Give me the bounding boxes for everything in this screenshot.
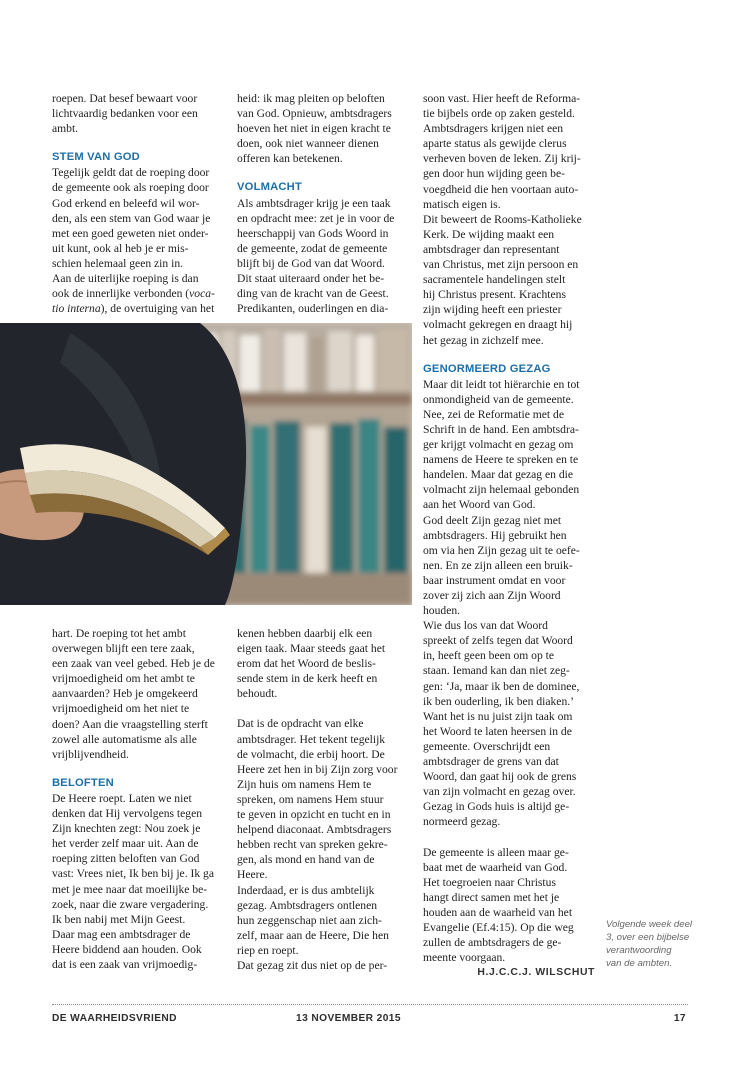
paragraph: Als ambtsdrager krijg je een taak en opdracht mee: zet je in voor de heerschappij van Gods Woord in de gemeente, zodat de gemeente blijft bij de God van dat Woord. Dit staat uiteraard onder het be- ding van de kracht van de Geest. Predikanten, ouderlingen en dia- (237, 196, 395, 316)
section-heading-volmacht: VOLMACHT (237, 181, 302, 194)
side-note: Volgende week deel 3, over een bijbelse verantwoording van de ambten. (606, 919, 693, 969)
paragraph: Dat gezag zit dus niet op de per- (237, 958, 388, 972)
page-number: 17 (673, 1013, 686, 1024)
paragraph: Dat is de opdracht van elke ambtsdrager. Het tekent tegelijk de volmacht, die erbij hoort. De Heere zet hen in bij Zijn zorg voor Zijn huis om namens Hem te spreken, om namens Hem stuur te geven in opzicht en tucht en in helpend diaconaat. Ambtsdragers hebben recht van spreken gekre- gen, als mond en hand van de Heere. (237, 717, 398, 882)
footer-divider (52, 1004, 688, 1005)
section-heading-stem-van-god: STEM VAN GOD (52, 151, 140, 164)
paragraph (52, 271, 232, 316)
paragraph: Tegelijk geldt dat de roeping door de gemeente ook als roeping door God erkend en beleefd wil wor- den, als een stem van God waar je met een goed geweten niet onder- uit kunt, ook al heb je er mis- schien helemaal geen zin in. (52, 166, 211, 270)
bible-photo (0, 323, 412, 605)
column-1-bottom (52, 626, 232, 972)
paragraph: De Heere roept. Laten we niet denken dat Hij vervolgens tegen Zijn knechten zegt: Nou zoek je het verder zelf maar uit. Aan de roeping zitten beloften van God vast: Vrees niet, Ik ben bij je. Ik ga met je mee naar dat moeilijke be- zoek, naar die zware vergadering. Ik ben nabij met Mijn Geest. (52, 791, 215, 926)
paragraph: Maar dit leidt tot hiërarchie en tot onmondigheid van de gemeente. Nee, zei de Reformatie met de Schrift in de hand. Een ambtsdra- ger krijgt volmacht en gezag om namens de Heere te spreken en te handelen. Maar dat gezag en die volmacht zijn helemaal gebonden aan het Woord van God. (423, 377, 580, 512)
section-heading-genormeerd-gezag: GENORMEERD GEZAG (423, 362, 551, 375)
text-span: ), de overtuiging van het (100, 302, 215, 316)
paragraph: soon vast. Hier heeft de Reforma- tie bijbels orde op zaken gesteld. Ambtsdragers krijgen niet een aparte status als gewijde clerus verheven boven de leken. Zij krij- gen door hun wijding geen be- voegdheid die hen voortaan auto- matisch eigen is. (423, 92, 581, 211)
paragraph: De gemeente is alleen maar ge- baat met de waarheid van God. Het toegroeien naar Christus hangt direct samen met het je houden aan de waarheid van het Evangelie (Ef.4:15). Op die weg zullen de ambtsdragers de ge- meente voorgaan. (423, 845, 574, 965)
paragraph: Wie dus los van dat Woord spreekt of zelfs tegen dat Woord in, heeft geen been om op te staan. Iemand kan dan niet zeg- gen: ‘Ja, maar ik ben de dominee, ik ben ouderling, ik ben diaken.’ Want het is nu juist zijn taak om het Woord te laten heersen in de gemeente. Overschrijdt een ambtsdrager de grens van dat Woord, dan gaat hij ook de grens van zijn volmacht en gezag over. Gezag in Gods huis is altijd ge- normeerd gezag. (423, 619, 580, 829)
column-2-top (237, 91, 407, 316)
paragraph: hart. De roeping tot het ambt overwegen blijft een tere zaak, een zaak van veel gebed. Heb je de vrijmoedigheid om het ambt te aanvaarden? Heb je omgekeerd vrijmoedigheid om het niet te doen? Aan die vraagstelling sterft zowel alle automatisme als alle vrijblijvendheid. (52, 627, 215, 761)
paragraph: kenen hebben daarbij elk een eigen taak. Maar steeds gaat het erom dat het Woord de beslis- sende stem in de kerk heeft en behoudt. (237, 627, 386, 701)
column-2-bottom (237, 626, 407, 973)
column-1-top (52, 91, 232, 316)
italic-term: voca- tio interna (52, 287, 215, 316)
text-span: Aan de uiterlijke roeping is dan ook de innerlijke verbonden ( (52, 272, 199, 301)
paragraph: heid: ik mag pleiten op beloften van God. Opnieuw, ambtsdragers hoeven het niet in eigen kracht te doen, ook niet wanneer dienen offeren kan betekenen. (237, 92, 392, 166)
author-signature: H.J.C.C.J. WILSCHUT (477, 967, 595, 979)
paragraph: roepen. Dat besef bewaart voor lichtvaardig bedanken voor een ambt. (52, 92, 198, 136)
paragraph: Daar mag een ambtsdrager de Heere biddend aan houden. Ook dat is een zaak van vrijmoedig- (52, 927, 202, 971)
paragraph: Inderdaad, er is dus ambtelijk gezag. Ambtsdragers ontlenen hun zeggenschap niet aan zich- zelf, maar aan de Heere, Die hen riep en roept. (237, 883, 389, 957)
paragraph: Dit beweert de Rooms-Katholieke Kerk. De wijding maakt een ambtsdrager dan representant van Christus, met zijn persoon en sacramentele handelingen stelt hij Christus present. Krachtens zijn wijding heeft een priester volmacht gekregen en draagt hij het gezag in zichzelf mee. (423, 212, 582, 347)
paragraph: God deelt Zijn gezag niet met ambtsdragers. Hij gebruikt hen om via hen Zijn gezag uit te oefe- nen. En ze zijn alleen een bruik- baar instrument omdat en voor zover zij zich aan Zijn Woord houden. (423, 513, 580, 618)
magazine-name: DE WAARHEIDSVRIEND (52, 1013, 177, 1024)
section-heading-beloften: BELOFTEN (52, 776, 114, 789)
issue-date: 13 NOVEMBER 2015 (296, 1013, 401, 1024)
column-3 (423, 91, 595, 980)
